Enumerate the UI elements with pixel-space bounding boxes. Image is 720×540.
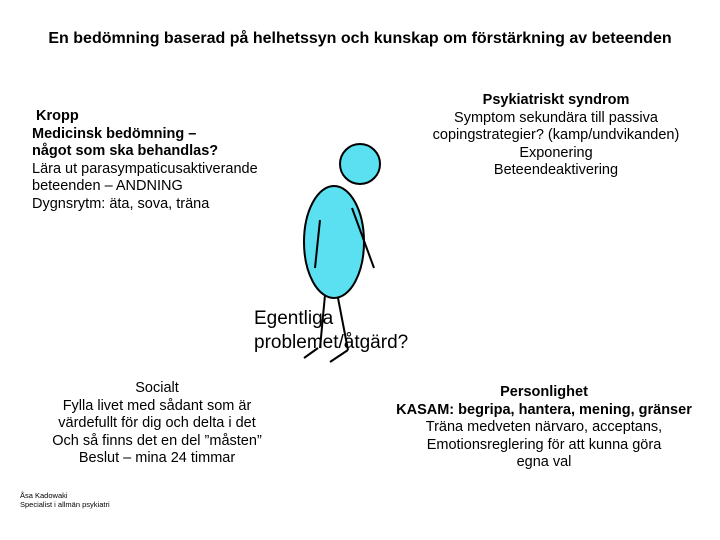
body-line: Lära ut parasympaticusaktiverande <box>32 160 258 177</box>
author-credit <box>20 491 110 509</box>
psychiatric-heading: Psykiatriskt syndrom <box>482 92 630 108</box>
social-line: värdefullt för dig och delta i det <box>58 415 256 431</box>
personality-section <box>383 384 705 472</box>
figure-head <box>340 144 380 184</box>
slide-title: En bedömning baserad på helhetssyn och kunskap om förstärkning av beteenden <box>48 30 672 47</box>
personality-line: Emotionsreglering för att kunna göra <box>426 436 662 453</box>
body-line: Medicinsk bedömning – <box>32 125 197 142</box>
psychiatric-line: Symptom sekundära till passiva <box>454 109 658 126</box>
personality-line: Träna medveten närvaro, acceptans, <box>425 419 663 435</box>
psychiatric-line: copingstrategier? (kamp/undvikanden) <box>432 127 680 143</box>
author-role: Specialist i allmän psykiatri <box>20 500 110 509</box>
body-heading: Kropp <box>36 108 79 124</box>
personality-line: KASAM: begripa, hantera, mening, gränser <box>396 401 692 418</box>
personality-heading: Personlighet <box>500 384 588 400</box>
personality-line: egna val <box>516 454 572 470</box>
social-heading: Socialt <box>135 380 179 396</box>
social-line: Och så finns det en del ”måsten” <box>52 432 262 449</box>
social-line: Fylla livet med sådant som är <box>62 397 252 414</box>
body-line: beteenden – ANDNING <box>32 178 183 194</box>
author-name: Åsa Kadowaki <box>20 491 68 500</box>
psychiatric-line: Beteendeaktivering <box>493 162 619 178</box>
psychiatric-section <box>398 92 714 180</box>
figure-torso <box>304 186 364 298</box>
social-line: Beslut – mina 24 timmar <box>78 450 236 466</box>
center-line-1: Egentliga <box>254 308 334 329</box>
psychiatric-line: Exponering <box>519 144 593 161</box>
center-line-2: problemet/åtgärd? <box>254 332 409 353</box>
center-question <box>254 307 408 355</box>
body-line: något som ska behandlas? <box>32 143 219 159</box>
body-line: Dygnsrytm: äta, sova, träna <box>32 195 210 212</box>
social-section <box>22 380 292 468</box>
body-section <box>32 108 258 213</box>
